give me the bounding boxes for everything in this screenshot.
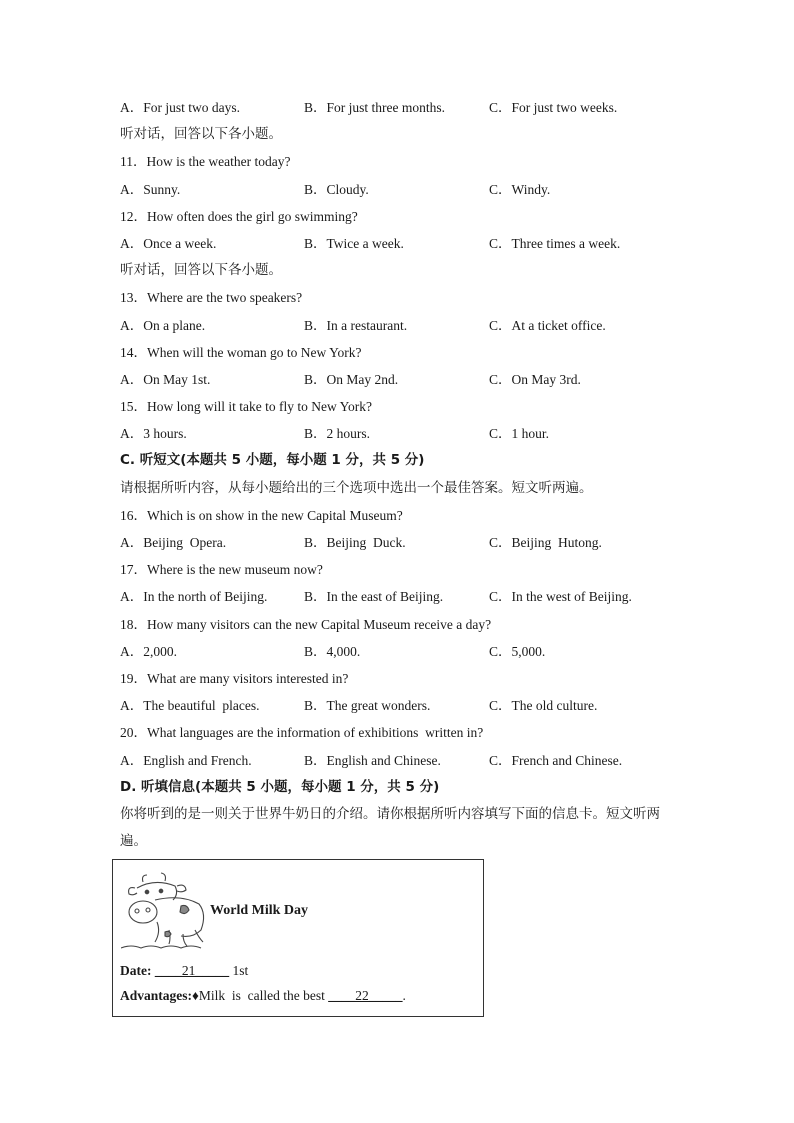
option-b: B．English and Chinese. — [304, 752, 441, 768]
section-c-heading: C. 听短文(本题共 5 小题，每小题 1 分，共 5 分) — [120, 452, 425, 469]
option-b: B．In the east of Beijing. — [304, 589, 444, 605]
option-a: A．In the north of Beijing. — [120, 589, 268, 605]
option-b: B．Twice a week. — [304, 235, 404, 251]
option-c: C．1 hour. — [489, 426, 550, 442]
option-b: B．The great wonders. — [304, 698, 431, 714]
blank-22[interactable]: ____22_____ — [328, 988, 403, 1003]
option-c: C．The old culture. — [489, 698, 598, 714]
option-c: C．French and Chinese. — [489, 752, 623, 768]
option-c: C．5,000. — [489, 643, 546, 659]
option-a: A．The beautiful places. — [120, 698, 260, 714]
question-12: 12．How often does the girl go swimming? — [120, 208, 358, 224]
option-c: C．Windy. — [489, 181, 551, 197]
option-b: B．On May 2nd. — [304, 371, 399, 387]
q15-options — [120, 420, 690, 447]
option-a: A．Sunny. — [120, 181, 181, 197]
option-c: C．For just two weeks. — [489, 100, 618, 115]
date-label: Date: — [120, 963, 152, 978]
option-b: B．2 hours. — [304, 426, 371, 442]
q17-options — [120, 583, 690, 610]
option-b: B．For just three months. — [304, 100, 445, 115]
advantages-end: . — [402, 988, 406, 1003]
exam-content — [120, 94, 690, 855]
date-line — [120, 963, 248, 979]
question-19: 19．What are many visitors interested in? — [120, 670, 349, 686]
blank-21[interactable]: ____21_____ — [154, 963, 230, 978]
question-13: 13．Where are the two speakers? — [120, 290, 303, 306]
option-c: C．In the west of Beijing. — [489, 589, 632, 605]
option-a: A．On a plane. — [120, 317, 206, 333]
question-14: 14．When will the woman go to New York? — [120, 344, 362, 360]
option-c: C．Three times a week. — [489, 235, 621, 251]
option-b: B．Cloudy. — [304, 181, 369, 197]
advantages-line — [120, 988, 406, 1004]
option-a: A．Once a week. — [120, 235, 217, 251]
instruction: 听对话，回答以下各小题。 — [120, 126, 282, 143]
q20-options — [120, 747, 690, 774]
question-20: 20．What languages are the information of exhibitions written in? — [120, 725, 484, 741]
question-16: 16．Which is on show in the new Capital Museum? — [120, 507, 403, 523]
option-c: C．At a ticket office. — [489, 317, 606, 333]
section-d-heading: D. 听填信息(本题共 5 小题，每小题 1 分，共 5 分) — [120, 778, 440, 795]
option-c: C．Beijing Hutong. — [489, 535, 602, 550]
question-11: 11．How is the weather today? — [120, 154, 291, 170]
q13-options — [120, 312, 690, 339]
option-a: A．3 hours. — [120, 426, 187, 442]
option-b: B．Beijing Duck. — [304, 535, 406, 550]
option-a: A．On May 1st. — [120, 371, 211, 387]
option-a: A．For just two days. — [120, 100, 241, 115]
info-card — [112, 859, 484, 1017]
question-17: 17．Where is the new museum now? — [120, 562, 323, 578]
option-a: A．English and French. — [120, 752, 252, 768]
instruction: 听对话，回答以下各小题。 — [120, 262, 282, 279]
q10-options — [120, 94, 690, 121]
q16-options — [120, 529, 690, 556]
q12-options — [120, 230, 690, 257]
option-c: C．On May 3rd. — [489, 371, 581, 387]
advantages-text: ♦Milk is called the best — [192, 988, 329, 1003]
q18-options — [120, 638, 690, 665]
cow-icon — [121, 872, 211, 952]
date-suffix: 1st — [229, 963, 249, 978]
q11-options — [120, 176, 690, 203]
option-b: B．In a restaurant. — [304, 317, 408, 333]
option-a: A．2,000. — [120, 643, 177, 659]
q19-options — [120, 692, 690, 719]
q14-options — [120, 366, 690, 393]
advantages-label: Advantages: — [120, 988, 193, 1003]
option-b: B．4,000. — [304, 643, 361, 659]
question-15: 15．How long will it take to fly to New York? — [120, 399, 372, 415]
option-a: A．Beijing Opera. — [120, 535, 227, 550]
section-c-instruction: 请根据所听内容，从每小题给出的三个选项中选出一个最佳答案。短文听两遍。 — [120, 479, 593, 496]
section-d-instruction: 你将听到的是一则关于世界牛奶日的介绍。请你根据所听内容填写下面的信息卡。短文听两遍。 — [120, 805, 660, 850]
question-18: 18．How many visitors can the new Capital Museum receive a day? — [120, 616, 492, 632]
card-title: World Milk Day — [210, 903, 309, 918]
